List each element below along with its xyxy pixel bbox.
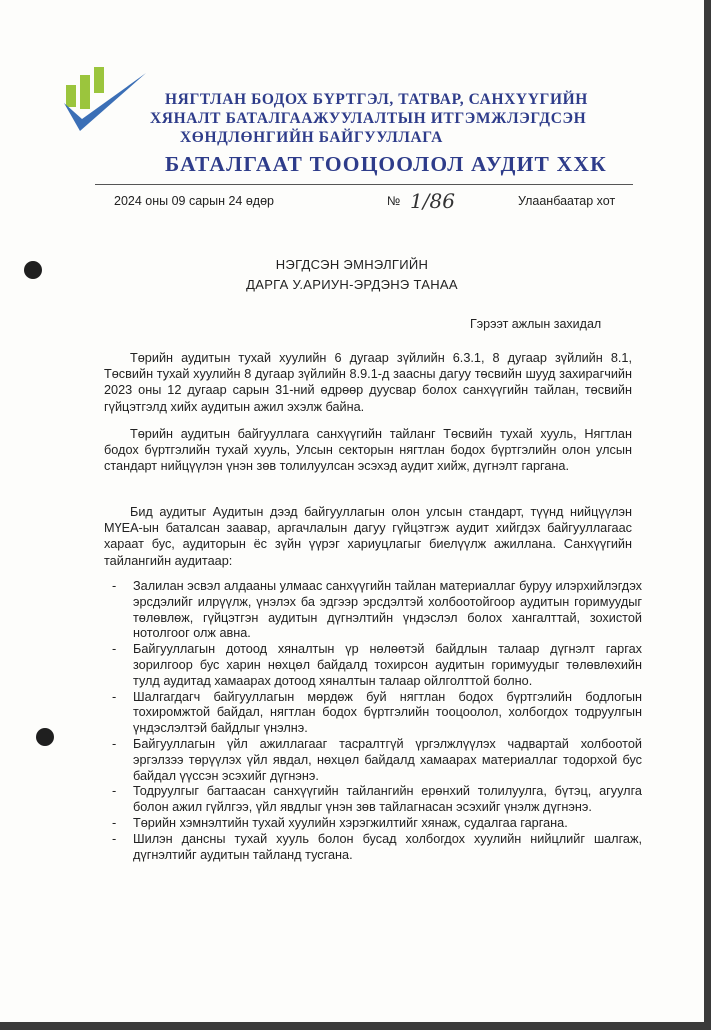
audit-scope-list: [112, 579, 642, 863]
list-item-text: Залилан эсвэл алдааны улмаас санхүүгийн тайлан материаллаг буруу илэрхийлэгдэх эрсдэлийг илрүүлж, үнэлэх ба эдгээр эрсдэлтэй холбоотойгоор аудитын горимуудыг төлөвлөж, гүйцэтгэн аудитын дүгнэлтийн үндэслэл болох хангалттай, зохистой нотолгоог олж авна.: [133, 579, 642, 641]
letter-city: Улаанбаатар хот: [518, 194, 616, 208]
letter-date: 2024 оны 09 сарын 24 өдөр: [114, 194, 275, 208]
list-item-text: Тодруулгыг багтаасан санхүүгийн тайлангийн ерөнхий толилуулга, бүтэц, агуулга болон ажил гүйлгээ, үйл явдлыг үнэн зөв тайлагнасан эсэхийг үнэлж дүгнэнэ.: [133, 784, 642, 815]
header-divider: [95, 184, 633, 185]
list-item: - Төрийн хэмнэлтийн тухай хуулийн хэрэгжилтийг хянаж, судалгаа гаргана.: [112, 815, 568, 830]
list-item: - Шилэн дансны тухай хууль болон бусад холбогдох хуулийн нийцлийг шалгаж, дүгнэлтийг аудитын тайланд тусгана.: [112, 831, 642, 862]
body-paragraph: Төрийн аудитын байгууллага санхүүгийн тайланг Төсвийн тухай хууль, Нягтлан бодох бүртгэлийн тухай хууль, Улсын секторын нягтлан бодох бүртгэлийн олон улсын стандарт нийцүүлэн үнэн зөв толилуулсан эсэхэд аудит хийж, дүгнэлт гаргана.: [104, 427, 632, 474]
number-label: №: [387, 194, 401, 208]
org-name-line3: ХӨНДЛӨНГИЙН БАЙГУУЛЛАГА: [180, 129, 443, 146]
body-paragraph: Бид аудитыг Аудитын дээд байгууллагын олон улсын стандарт, түүнд нийцүүлэн МҮЕА-ын баталсан заавар, аргачлалын дагуу гүйцэтгэж аудит хийгдэх байгууллагаас хараат бус, аудиторын ёс зүйн үүрэг хариуцлагыг биелүүлж ажиллана. Санхүүгийн тайлангийн аудитаар:: [104, 505, 632, 568]
list-item: - Байгууллагын дотоод хяналтын үр нөлөөтэй байдлын талаар дүгнэлт гаргах зорилгоор бус харин нөхцөл байдалд тохирсон аудитын горимуудыг төлөвлөхийн тулд аудитад хамаарах дотоод хяналтын талаар ойлголттой болно.: [112, 642, 642, 688]
list-item: - Тодруулгыг багтаасан санхүүгийн тайлангийн ерөнхий толилуулга, бүтэц, агуулга болон ажил гүйлгээ, үйл явдлыг үнэн зөв тайлагнасан эсэхийг үнэлж дүгнэнэ.: [112, 784, 642, 815]
list-item-text: Шалгагдагч байгууллагын мөрдөж буй нягтлан бодох бүртгэлийн бодлогын тохиромжтой байдал, нягтлан бодох бүртгэлийн тооцоолол, холбогдох тодруулгын үндэслэлтэй байдлыг үнэлнэ.: [133, 689, 642, 736]
list-item-text: Байгууллагын дотоод хяналтын үр нөлөөтэй байдлын талаар дүгнэлт гаргах зорилгоор бус харин нөхцөл байдалд тохирсон аудитын горимуудыг төлөвлөхийн тулд аудитад хамаарах дотоод хяналтын талаар ойлголттой болно.: [133, 642, 642, 688]
org-name-line2: ХЯНАЛТ БАТАЛГААЖУУЛАЛТЫН ИТГЭМЖЛЭГДСЭН: [150, 110, 587, 127]
addressee-line2: ДАРГА У.АРИУН-ЭРДЭНЭ ТАНАА: [246, 277, 458, 292]
company-logo-icon: [62, 65, 148, 139]
list-item: - Залилан эсвэл алдааны улмаас санхүүгийн тайлан материаллаг буруу илэрхийлэгдэх эрсдэлийг илрүүлж, үнэлэх ба эдгээр эрсдэлтэй холбоотойгоор аудитын горимуудыг төлөвлөж, гүйцэтгэн аудитын дүгнэлтийн үндэслэл болох хангалттай, зохистой нотолгоог олж авна.: [112, 579, 642, 641]
binder-hole-icon: [36, 728, 54, 746]
list-item-text: Төрийн хэмнэлтийн тухай хуулийн хэрэгжилтийг хянаж, судалгаа гаргана.: [133, 815, 568, 830]
addressee-line1: НЭГДСЭН ЭМНЭЛГИЙН: [275, 257, 429, 272]
body-paragraph: Төрийн аудитын тухай хуулийн 6 дугаар зүйлийн 6.3.1, 8 дугаар зүйлийн 8.1, Төсвийн тухай хуулийн 8 дугаар зүйлийн 8.9.1-д заасны дагуу төсвийн шууд захирагчийн 2023 оны 12 дугаар сарын 31-ний өдрөөр дуусвар болох санхүүгийн тайлан, төсвийн гүйцэтгэлд хийх аудитын ажил эхэлж байна.: [104, 351, 632, 414]
list-item-text: Байгууллагын үйл ажиллагааг тасралтгүй үргэлжлүүлэх чадвартай холбоотой эргэлзээ төрүүлэх үйл явдал, нөхцөл байдалд хамаарах материаллаг тодорхой бус байдал үүссэн эсэхийг дүгнэнэ.: [133, 736, 642, 783]
list-item-text: Шилэн дансны тухай хууль болон бусад холбогдох хуулийн нийцлийг шалгаж, дүгнэлтийг аудитын тайланд тусгана.: [133, 831, 642, 862]
org-name-line1: НЯГТЛАН БОДОХ БҮРТГЭЛ, ТАТВАР, САНХҮҮГИЙН: [165, 91, 588, 108]
addressee-block: [0, 255, 704, 295]
handwritten-number: 1/86: [410, 189, 455, 213]
list-item: - Байгууллагын үйл ажиллагааг тасралтгүй үргэлжлүүлэх чадвартай холбоотой эргэлзээ төрүүлэх үйл явдал, нөхцөл байдалд хамаарах материаллаг тодорхой бус байдал үүссэн эсэхийг дүгнэнэ.: [112, 736, 642, 783]
letter-subject: Гэрээт ажлын захидал: [470, 317, 602, 331]
list-item: - Шалгагдагч байгууллагын мөрдөж буй нягтлан бодох бүртгэлийн бодлогын тохиромжтой байдал, нягтлан бодох бүртгэлийн тооцоолол, холбогдох тодруулгын үндэслэлтэй байдлыг үнэлнэ.: [112, 689, 642, 736]
company-name: БАТАЛГААТ ТООЦООЛОЛ АУДИТ ХХК: [165, 152, 607, 176]
